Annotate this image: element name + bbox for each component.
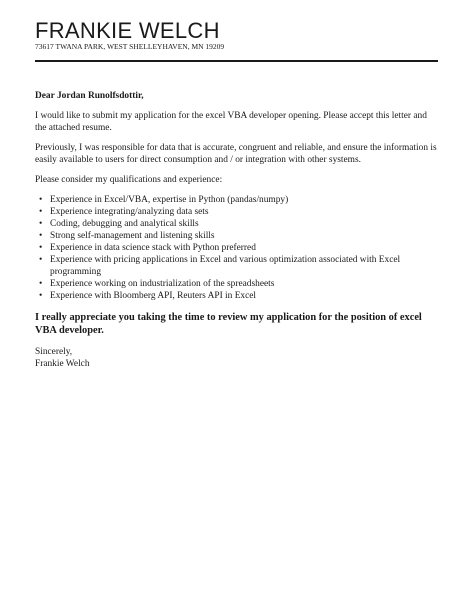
bullet-icon: •: [39, 231, 43, 241]
bullet-icon: •: [39, 279, 43, 289]
salutation: Dear Jordan Runolfsdottir,: [35, 91, 144, 101]
list-item-text: Experience with Bloomberg API, Reuters API in Excel: [50, 291, 257, 301]
closing-statement: I really appreciate you taking the time to review my application for the position of excel VBA developer.: [35, 312, 422, 336]
list-item: [35, 290, 440, 302]
list-item-text: Strong self-management and listening skills: [50, 231, 215, 241]
letter-body: [35, 90, 440, 370]
list-item: [35, 194, 440, 206]
signature-name: Frankie Welch: [35, 359, 90, 369]
list-item: [35, 242, 440, 254]
header-divider: [35, 60, 438, 62]
bullet-icon: •: [39, 219, 43, 229]
list-item: [35, 278, 440, 290]
list-item-text: Experience with pricing applications in Excel and various optimization associated with Excel programming: [50, 255, 401, 277]
bullet-icon: •: [39, 255, 43, 265]
applicant-name: FRANKIE WELCH: [35, 18, 220, 43]
list-item: [35, 206, 440, 218]
paragraph-intro: I would like to submit my application for the excel VBA developer opening. Please accept this letter and the attached resume.: [35, 111, 427, 133]
list-item-text: Experience in data science stack with Python preferred: [50, 243, 256, 253]
qualifications-list: [35, 194, 440, 302]
bullet-icon: •: [39, 207, 43, 217]
list-item: [35, 254, 440, 278]
bullet-icon: •: [39, 195, 43, 205]
bullet-icon: •: [39, 291, 43, 301]
list-item: [35, 230, 440, 242]
sign-off: Sincerely,: [35, 347, 73, 357]
paragraph-qualifications-lead: Please consider my qualifications and experience:: [35, 175, 223, 185]
list-item-text: Coding, debugging and analytical skills: [50, 219, 199, 229]
list-item: [35, 218, 440, 230]
applicant-address: 73617 TWANA PARK, WEST SHELLEYHAVEN, MN 19209: [35, 42, 225, 51]
paragraph-experience: Previously, I was responsible for data that is accurate, congruent and reliable, and ensure the information is easily available to users for direct consumption and / or integration with other systems.: [35, 143, 437, 165]
list-item-text: Experience in Excel/VBA, expertise in Python (pandas/numpy): [50, 195, 289, 205]
bullet-icon: •: [39, 243, 43, 253]
list-item-text: Experience working on industrialization of the spreadsheets: [50, 279, 275, 289]
list-item-text: Experience integrating/analyzing data sets: [50, 207, 209, 217]
